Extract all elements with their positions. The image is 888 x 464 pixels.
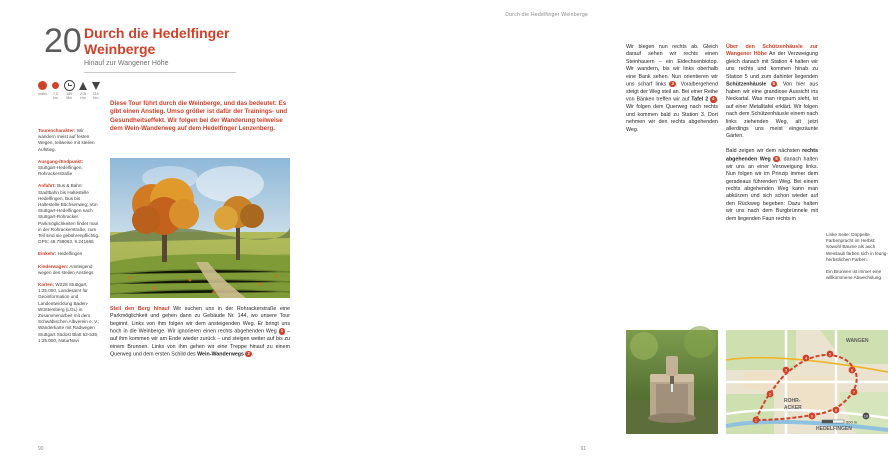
section-heading: Steil den Berg hinauf	[110, 306, 170, 312]
running-head: Durch die Hedelfinger Weinberge	[505, 12, 588, 18]
tour-info-column	[38, 128, 100, 350]
info-block: Anfahrt: Bus & Bahn: Stadtbahn bis Haltestelle Hedelfingen, Bus bis Haltestelle Büchsenweg; Von Stuttgart-Hedelfingen nach Stuttgart-Rohracker. Parkmöglichkeiten findet man in der Rohrackerstraße, zum Teil sind sie gebührenpflichtig. GPS: 48.758063, 9.241665	[38, 183, 100, 245]
right-column-b: Über den Schützenhäusle zur Wangener Höhe An der Verzweigung gleich danach mit Station 4 halten wir uns rechts und kommen hinab zu Station 5 und zum dahinter liegenden Schützenhäusle 5 . Von hier aus haben wir eine grandiose Aussicht ins Neckartal. Was man ringsum sieht, ist auf einer Metalltafel erklärt. Wir folgen nach dem Schützenhäusle einem nach links ziehenden Weg, alt jetzt allerdings uns meist eingezäunte Gärten. Bald zeigen wir dem nächsten rechts abgehenden Weg 6 , danach halten wir uns an einer Verzweigung links. Nun folgen wir im Prinzip immer dem geradeaus führenden Weg. Bei einem rechts abgehenden Weg kann man abkürzen und sich schon wieder auf den Rückweg begeben: Dazu halten wir uns nach dem Burgbrünnele mit dem liegenden Faun rechts in	[726, 44, 819, 222]
info-block: Ausgang-/Endpunkt: Stuttgart-Hedelfingen, Rohrackerstraße	[38, 158, 84, 177]
fountain-photo	[626, 330, 718, 434]
svg-text:10: 10	[863, 413, 869, 419]
clock-icon: 180 Min	[64, 80, 75, 100]
svg-text:ROHR-: ROHR-	[784, 398, 801, 404]
info-block: Karten: WZ28 Stuttgart, 1:25.000, Landesamt für Geoinformation und Landentwicklung Baden-Württemberg (LGL) in Zusammenarbeit mit dem Schwäbischen Albverein e. V.; Wanderkarte mit Radwegen Stuttgart Südost Blatt 52-539, 1:25.000, NaturNavi	[38, 282, 100, 343]
chapter-number: 20	[44, 22, 82, 60]
info-block: Einkehr: Hedelfingen	[38, 251, 83, 257]
svg-text:3: 3	[784, 367, 788, 373]
left-body-text: Steil den Berg hinauf Wir suchen uns in der Rohrackerstraße eine Parkmöglichkeit und gehen dann zu Gebäude Nr. 144, wo unsere Tour beginnt. Links von ihm folgen wir dem ansteigenden Weg. Er bringt uns hoch in die Weinberge. Wir ignorieren einen rechts abgehenden Weg 1 – auf ihm kommen wir am Ende wieder zurück – und steigen weiter auf bis zu einem Brunnen. Links von ihm gehen wir eine Treppe hinauf zu einem Querweg und dem ersten Schild des Wein-Wanderwegs 2 .	[110, 306, 290, 358]
svg-text:8: 8	[834, 407, 838, 413]
vineyard-autumn-photo	[110, 158, 290, 298]
folio-right: 91	[580, 446, 586, 452]
section-heading: Über den Schützenhäusle zur Wangener Höhe	[726, 44, 818, 58]
page-title: Durch die Hedelfinger Weinberge	[84, 25, 230, 57]
tour-facts-strip	[38, 80, 100, 100]
svg-text:2: 2	[768, 391, 772, 397]
margin-caption: Linke Seite: Doppelte Farbenpracht im Herbst: Sowohl Bäume als auch Weinlaub färben sich in feurig-herbstlichen Farben. Ein Brunnen ist immer eine willkommene Abwechslung.	[826, 232, 888, 281]
distance-dot-icon: 7,5 km	[51, 80, 60, 100]
route-map[interactable]	[726, 330, 888, 434]
svg-text:ACKER: ACKER	[784, 405, 802, 411]
left-page	[0, 0, 300, 464]
waypoint-badge: 2	[245, 351, 251, 357]
svg-text:5: 5	[828, 351, 832, 357]
svg-text:HEDELFINGEN: HEDELFINGEN	[816, 426, 852, 432]
svg-text:6: 6	[850, 367, 854, 373]
info-block: Tourencharakter: Wir wandern meist auf festen Wegen, teilweise mit steilen Aufstieg.	[38, 128, 95, 152]
svg-text:9: 9	[810, 413, 814, 419]
waypoint-badge: 3	[669, 81, 675, 87]
svg-text:1: 1	[754, 417, 758, 423]
page-subtitle: Hinauf zur Wangener Höhe	[84, 60, 169, 67]
waypoint-badge: 1	[279, 328, 285, 334]
descent-icon: 215 Hm	[91, 80, 100, 100]
svg-text:WANGEN: WANGEN	[846, 338, 869, 344]
folio-left: 90	[38, 446, 44, 452]
right-page	[300, 0, 888, 464]
svg-text:500 m: 500 m	[846, 419, 858, 425]
waypoint-badge: 5	[771, 81, 777, 87]
title-divider	[84, 72, 236, 73]
lead-paragraph: Diese Tour führt durch die Weinberge, und das bedeutet: Es gibt einen Anstieg. Umso größer ist dafür der Trainings- und Gesundheitseffekt. Wir folgen bei der Wanderung teilweise dem Wein-Wanderweg auf dem Hedelfinger Lenzenberg.	[110, 100, 288, 133]
info-block: Kinderwagen: Ansteigend wegen des steilen Anstiegs	[38, 263, 94, 275]
svg-text:4: 4	[804, 355, 808, 361]
difficulty-dot-icon: mittel	[38, 80, 47, 100]
right-column-a: Wir biegen nun rechts ab. Gleich darauf sehen wir rechts einen Steinhauern – ein Eidechsenbiotop. Wir wandern, bis wir links oberhalb eine Bank sehen. Nun orientieren wir uns scharf links 3 . Voralbergehend steigt der Weg steil an. Bei einer Reihe von Bänken treffen wir auf Tafel 2 4 . Wir folgen dem Querweg nach rechts und kommen bald zu Station 3. Dort nehmen wir den rechts abgehenden Weg.	[626, 44, 718, 133]
svg-text:7: 7	[852, 389, 856, 395]
waypoint-badge: 4	[710, 96, 716, 102]
ascent-icon: 215 Hm	[79, 80, 88, 100]
waypoint-badge: 6	[773, 156, 779, 162]
